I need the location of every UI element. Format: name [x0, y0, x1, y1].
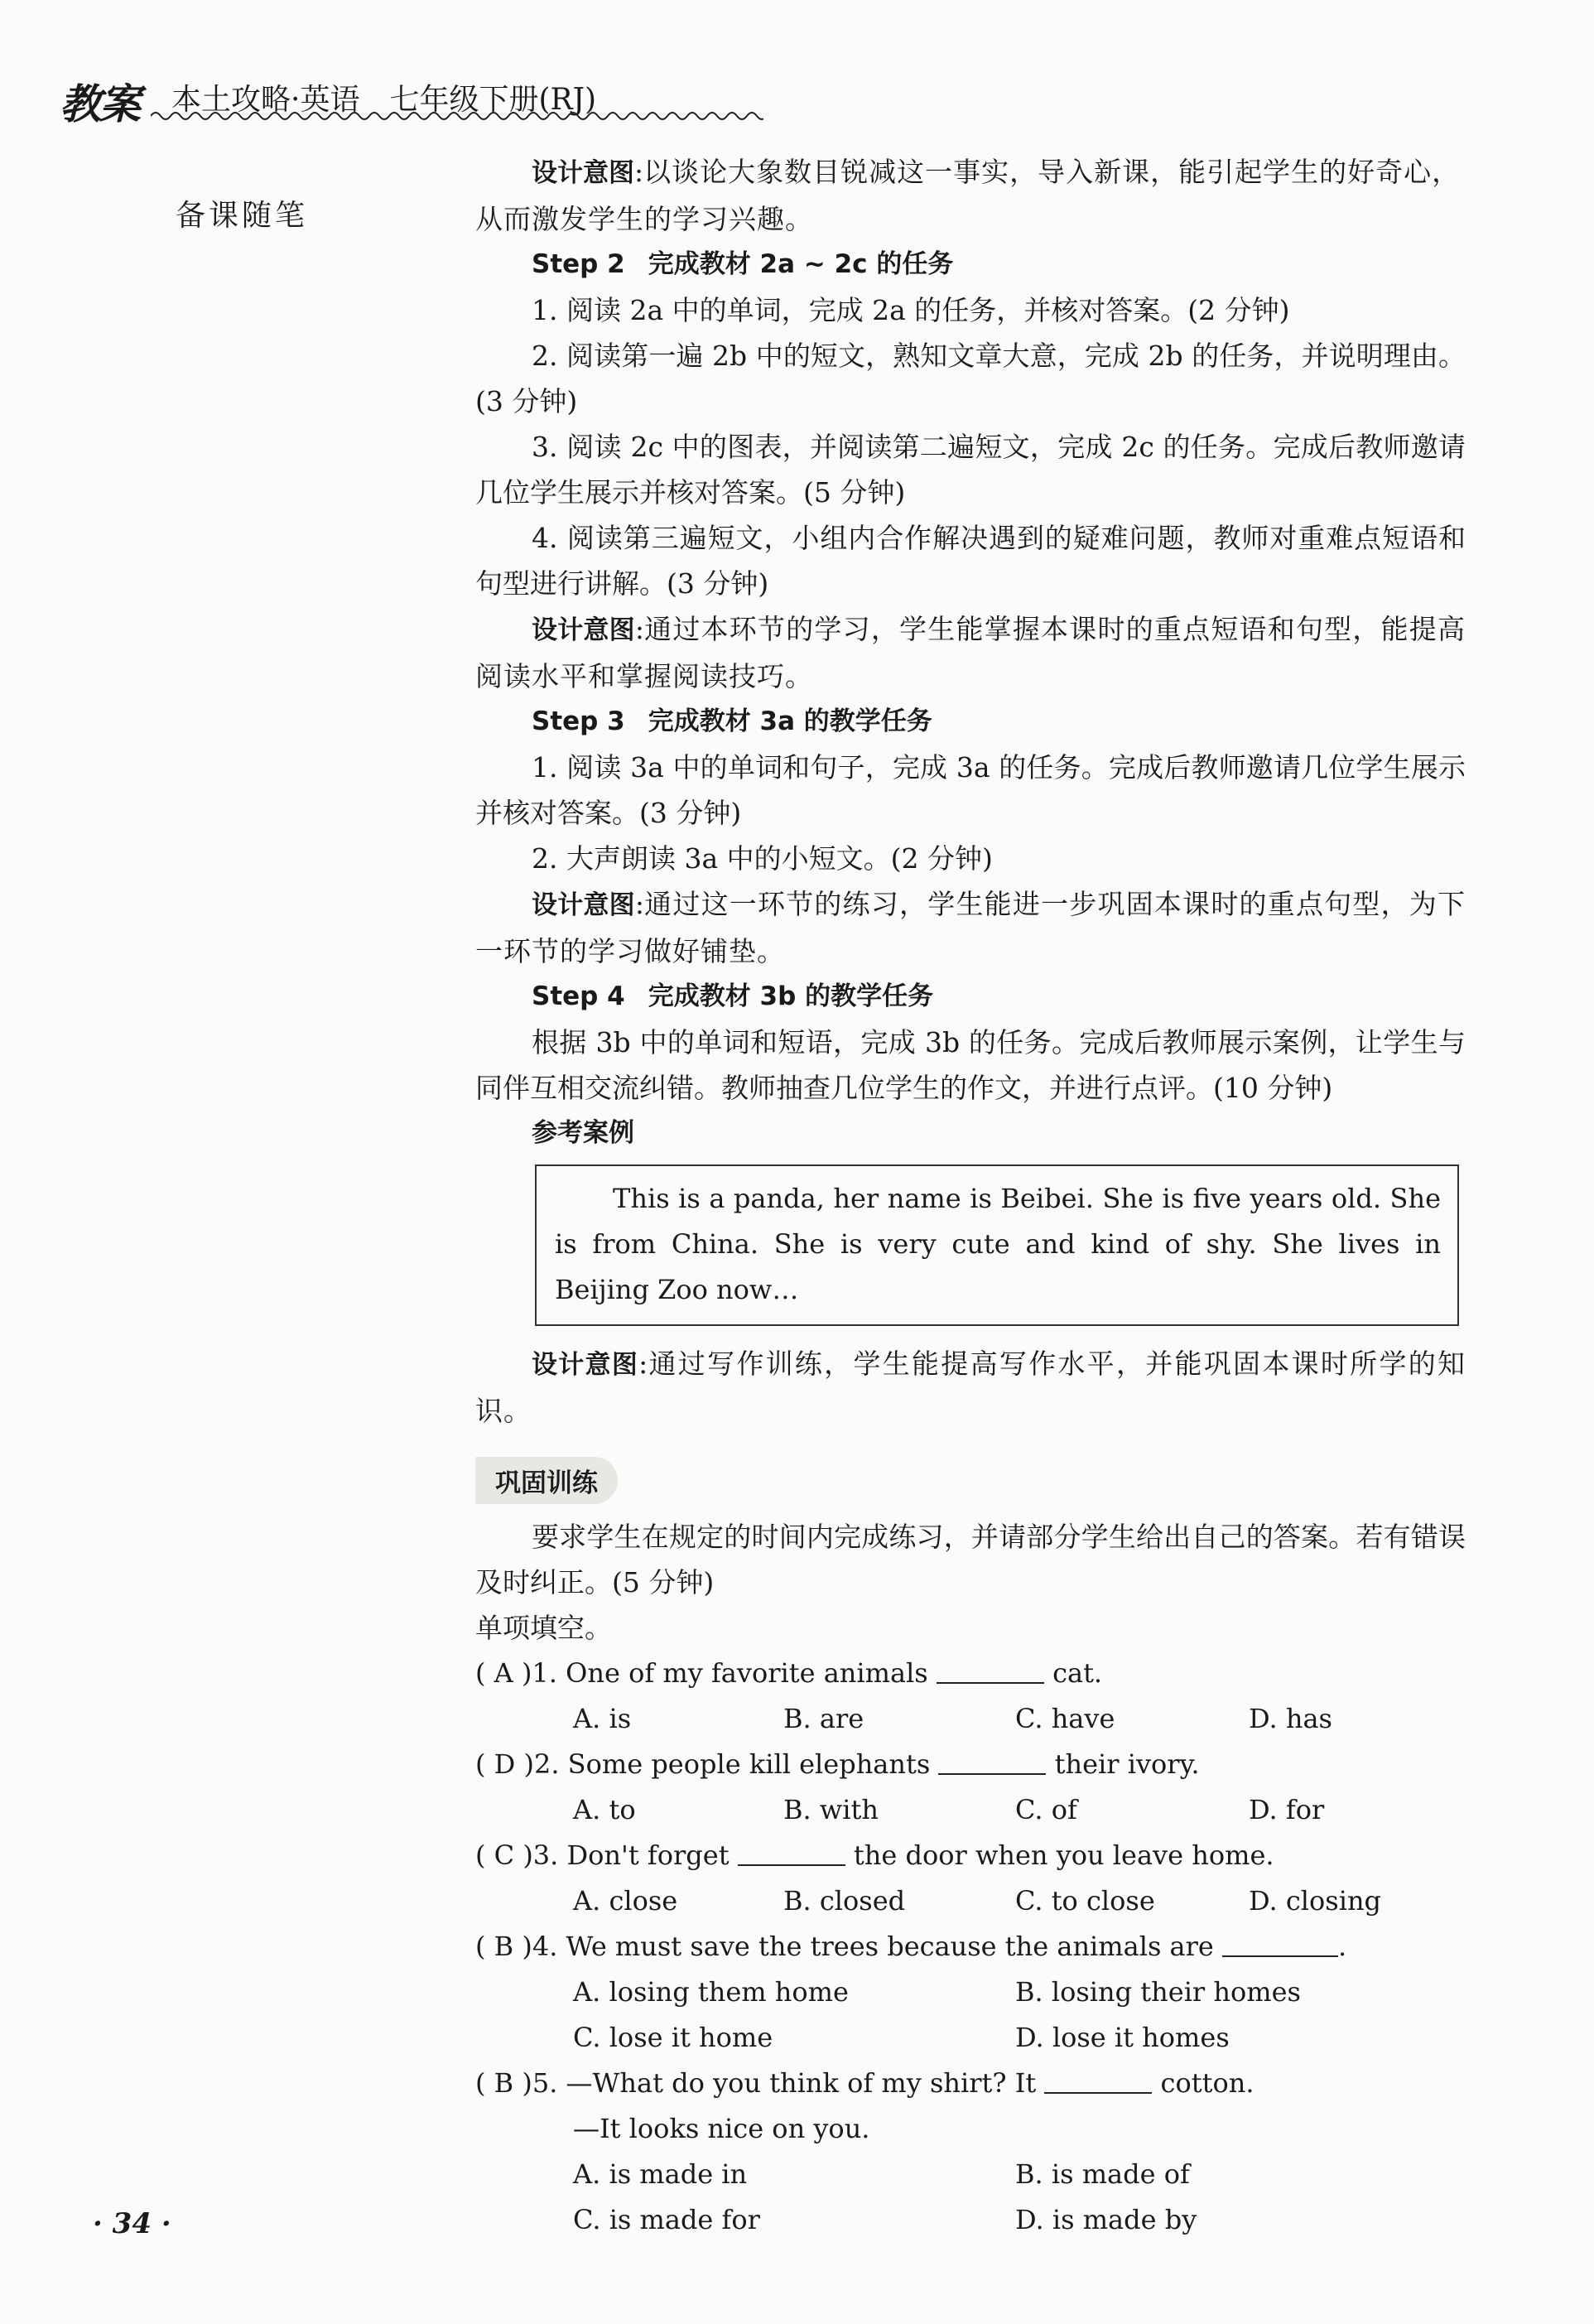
option: A. losing them home	[573, 1976, 849, 2008]
intent-paragraph-4: 设计意图:通过写作训练，学生能提高写作水平，并能巩固本课时所学的知识。	[475, 1348, 1466, 1427]
intent-paragraph-1: 设计意图:以谈论大象数目锐减这一事实，导入新课，能引起学生的好奇心， 从而激发学生的学习兴趣。	[475, 156, 1461, 235]
option: D. lose it homes	[1015, 2022, 1230, 2053]
question-stem-end: cat.	[1052, 1657, 1103, 1689]
question	[475, 1651, 1466, 1696]
answer-mark: ( A )	[475, 1657, 532, 1689]
answer-mark: ( B )	[475, 1931, 532, 1962]
practice-intro: 要求学生在规定的时间内完成练习，并请部分学生给出自己的答案。若有错误及时纠正。(5 分钟)	[475, 1521, 1466, 1598]
option: B. closed	[783, 1885, 906, 1917]
intent-paragraph-3: 设计意图:通过这一环节的练习，学生能进一步巩固本课时的重点句型，为下一环节的学习做好铺垫。	[475, 888, 1466, 967]
practice-section-tag: 巩固训练	[475, 1457, 618, 1504]
question-stem: 4. We must save the trees because the animals are	[532, 1931, 1214, 1962]
question	[475, 1742, 1466, 1787]
step-heading	[475, 974, 1466, 1020]
intent-text: 通过本环节的学习，学生能掌握本课时的重点短语和句型，能提高阅读水平和掌握阅读技巧。	[475, 613, 1466, 692]
dialogue-reply: —It looks nice on you.	[573, 2113, 870, 2144]
option-row	[475, 2152, 1466, 2197]
answer-mark: ( D )	[475, 1748, 534, 1780]
page-header	[60, 68, 706, 126]
step-title: 完成教材 3a 的教学任务	[648, 706, 932, 736]
option-row	[475, 1696, 1466, 1742]
page-number: · 34 ·	[93, 2207, 171, 2240]
answer-mark: ( C )	[475, 1839, 533, 1871]
option: D. closing	[1249, 1885, 1382, 1917]
step-heading	[475, 242, 1466, 287]
intent-text: 从而激发学生的学习兴趣。	[475, 203, 813, 235]
list-item: 1. 阅读 2a 中的单词，完成 2a 的任务，并核对答案。(2 分钟)	[532, 294, 1290, 326]
design-intent-label: 设计意图	[532, 158, 634, 188]
step-title: 完成教材 2a ~ 2c 的任务	[648, 249, 954, 279]
question	[475, 1924, 1466, 1970]
answer-blank	[1222, 1931, 1338, 1957]
question-stem-end: the door when you leave home.	[853, 1839, 1274, 1871]
option: C. have	[1015, 1703, 1115, 1734]
intent-text: 通过这一环节的练习，学生能进一步巩固本课时的重点句型，为下一环节的学习做好铺垫。	[475, 888, 1466, 967]
header-logo: 教案	[60, 80, 139, 128]
option: A. is made in	[573, 2158, 748, 2190]
option: A. is	[573, 1703, 632, 1734]
list-item: 3. 阅读 2c 中的图表，并阅读第二遍短文，完成 2c 的任务。完成后教师邀请几位学生展示并核对答案。(5 分钟)	[475, 431, 1466, 509]
step-number: Step 4	[532, 981, 625, 1011]
option: A. to	[573, 1794, 636, 1825]
option: C. is made for	[573, 2204, 760, 2235]
option: B. with	[783, 1794, 879, 1825]
step-title: 完成教材 3b 的教学任务	[648, 981, 934, 1011]
answer-blank	[937, 1657, 1044, 1684]
list-item: 1. 阅读 3a 中的单词和句子，完成 3a 的任务。完成后教师邀请几位学生展示并核对答案。(3 分钟)	[475, 751, 1466, 829]
dialogue-line	[475, 2106, 1466, 2152]
intent-text: 以谈论大象数目锐减这一事实，导入新课，能引起学生的好奇心，	[643, 156, 1461, 188]
option-row	[475, 2197, 1466, 2243]
option: D. is made by	[1015, 2204, 1197, 2235]
question-stem: 1. One of my favorite animals	[532, 1657, 928, 1689]
intent-text: 通过写作训练，学生能提高写作水平，并能巩固本课时所学的知识。	[475, 1348, 1466, 1427]
question	[475, 1833, 1466, 1878]
answer-blank	[938, 1748, 1046, 1775]
list-item: 4. 阅读第三遍短文，小组内合作解决遇到的疑难问题，教师对重难点短语和句型进行讲解。(3 分钟)	[475, 522, 1466, 600]
option: A. close	[573, 1885, 678, 1917]
answer-blank	[738, 1839, 845, 1866]
list-item: 2. 阅读第一遍 2b 中的短文，熟知文章大意，完成 2b 的任务，并说明理由。(3 分钟)	[475, 340, 1466, 417]
answer-mark: ( B )	[475, 2067, 532, 2099]
question-stem: 3. Don't forget	[532, 1839, 730, 1871]
design-intent-label: 设计意图	[532, 615, 635, 645]
option: D. has	[1249, 1703, 1332, 1734]
option-row	[475, 1970, 1466, 2015]
option: C. to close	[1015, 1885, 1155, 1917]
option: B. is made of	[1015, 2158, 1190, 2190]
question-list	[475, 1651, 1466, 2243]
example-text: This is a panda, her name is Beibei. She is five years old. She is from China. She is very cute and kind of shy. She lives in Beijing Zoo now…	[555, 1183, 1441, 1305]
answer-blank	[1044, 2067, 1152, 2094]
option-row	[475, 1787, 1466, 1833]
question-stem-end: cotton.	[1160, 2067, 1254, 2099]
option: C. lose it home	[573, 2022, 773, 2053]
design-intent-label: 设计意图	[532, 1350, 639, 1380]
intent-paragraph-2: 设计意图:通过本环节的学习，学生能掌握本课时的重点短语和句型，能提高阅读水平和掌握阅读技巧。	[475, 613, 1466, 692]
option: C. of	[1015, 1794, 1077, 1825]
main-content	[475, 149, 1466, 2243]
sidebar-note-label: 备课随笔	[176, 199, 309, 233]
design-intent-label: 设计意图	[532, 890, 635, 920]
list-item: 2. 大声朗读 3a 中的小短文。(2 分钟)	[532, 842, 993, 875]
step4-text: 根据 3b 中的单词和短语，完成 3b 的任务。完成后教师展示案例，让学生与同伴互相交流纠错。教师抽查几位学生的作文，并进行点评。(10 分钟)	[475, 1026, 1466, 1104]
step-number: Step 2	[532, 249, 625, 279]
question-stem-end: their ivory.	[1054, 1748, 1200, 1780]
practice-subtitle: 单项填空。	[475, 1612, 612, 1644]
option: B. are	[783, 1703, 864, 1734]
question-stem: 5. —What do you think of my shirt? It	[532, 2067, 1037, 2099]
option: B. losing their homes	[1015, 1976, 1301, 2008]
option: D. for	[1249, 1794, 1325, 1825]
step-heading	[475, 699, 1466, 745]
question-stem: 2. Some people kill elephants	[533, 1748, 931, 1780]
option-row	[475, 2015, 1466, 2061]
step-number: Step 3	[532, 706, 625, 736]
option-row	[475, 1878, 1466, 1924]
example-label: 参考案例	[532, 1118, 634, 1148]
question-stem-end: .	[1338, 1931, 1347, 1962]
header-title: 本土攻略·英语 七年级下册(RJ)	[171, 83, 597, 117]
example-box	[535, 1164, 1459, 1326]
header-wavy-underline	[151, 104, 763, 126]
question	[475, 2061, 1466, 2106]
